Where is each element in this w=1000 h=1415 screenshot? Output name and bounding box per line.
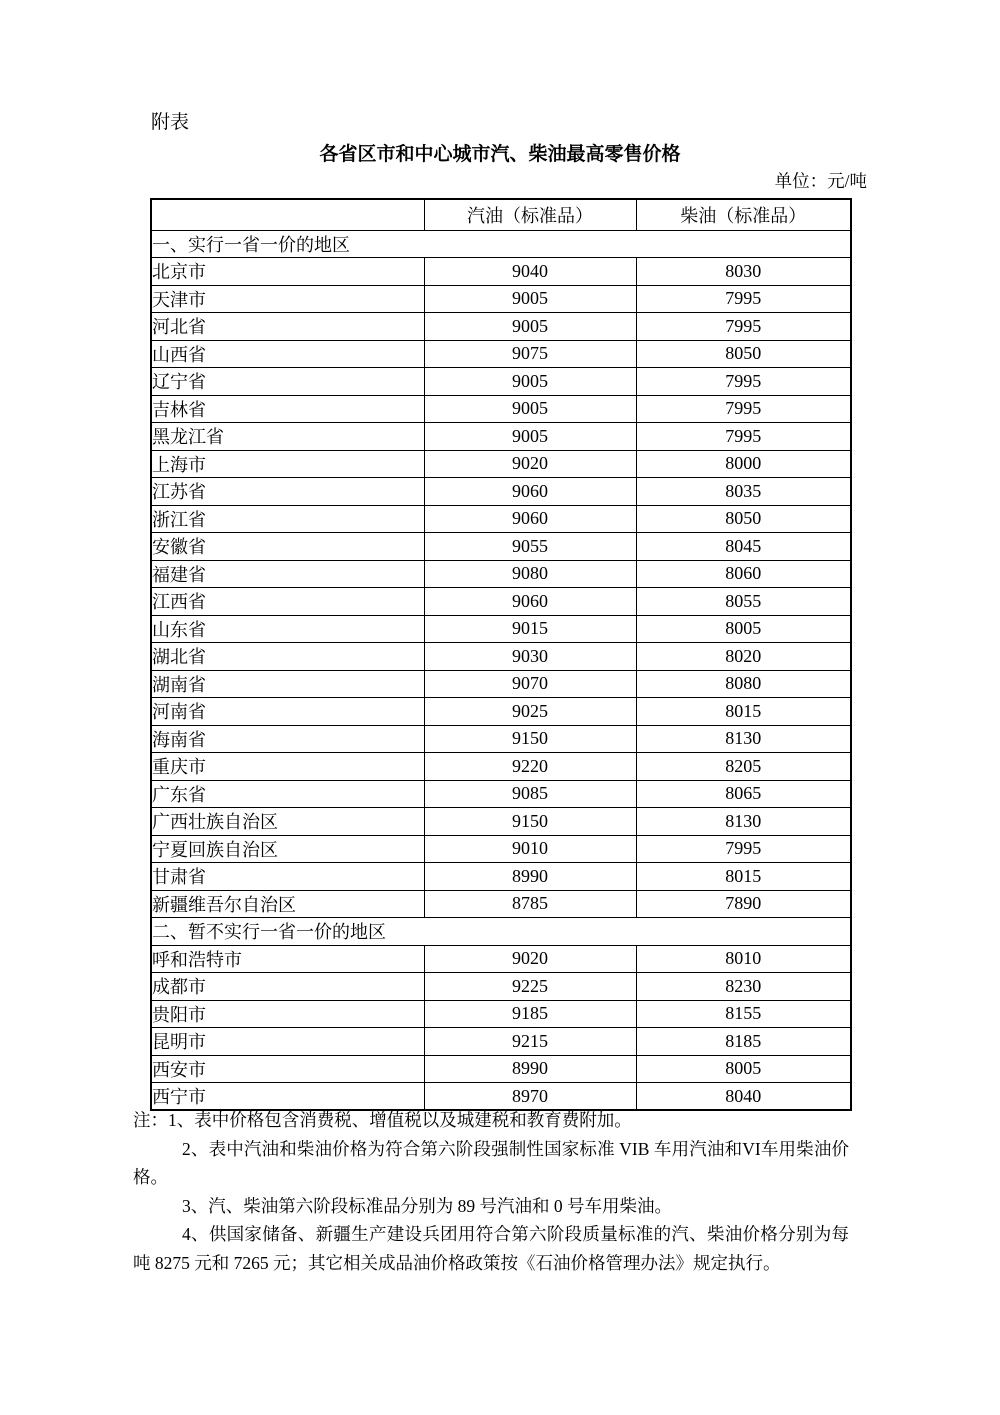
gasoline-price-cell: 8990 — [424, 863, 636, 891]
diesel-price-cell: 8130 — [636, 808, 851, 836]
gasoline-price-cell: 9030 — [424, 643, 636, 671]
gasoline-price-cell: 9150 — [424, 725, 636, 753]
table-row — [151, 615, 851, 643]
gasoline-price-cell: 9015 — [424, 615, 636, 643]
table-row — [151, 533, 851, 561]
price-table — [150, 198, 852, 1111]
section-header-row — [151, 230, 851, 258]
diesel-price-cell: 8045 — [636, 533, 851, 561]
region-cell: 辽宁省 — [151, 368, 424, 396]
document-title: 各省区市和中心城市汽、柴油最高零售价格 — [319, 144, 681, 165]
diesel-price-cell: 8020 — [636, 643, 851, 671]
diesel-price-cell: 8040 — [636, 1083, 851, 1111]
gasoline-price-cell: 9005 — [424, 285, 636, 313]
gasoline-price-cell: 8990 — [424, 1055, 636, 1083]
diesel-price-cell: 8000 — [636, 450, 851, 478]
gasoline-price-cell: 9040 — [424, 258, 636, 286]
table-row — [151, 1055, 851, 1083]
table-row — [151, 258, 851, 286]
table-row — [151, 808, 851, 836]
gasoline-price-cell: 9005 — [424, 313, 636, 341]
region-cell: 北京市 — [151, 258, 424, 286]
gasoline-price-cell: 9080 — [424, 560, 636, 588]
region-cell: 西安市 — [151, 1055, 424, 1083]
gasoline-price-cell: 9225 — [424, 973, 636, 1001]
header-region-cell — [151, 199, 424, 230]
diesel-price-cell: 8080 — [636, 670, 851, 698]
gasoline-price-cell: 9060 — [424, 505, 636, 533]
table-row — [151, 560, 851, 588]
table-row — [151, 973, 851, 1001]
gasoline-price-cell: 9020 — [424, 945, 636, 973]
table-row — [151, 313, 851, 341]
table-row — [151, 423, 851, 451]
section-header-cell: 一、实行一省一价的地区 — [151, 230, 851, 258]
gasoline-price-cell: 8785 — [424, 890, 636, 918]
table-row — [151, 285, 851, 313]
diesel-price-cell: 8130 — [636, 725, 851, 753]
diesel-price-cell: 8205 — [636, 753, 851, 781]
diesel-price-cell: 8230 — [636, 973, 851, 1001]
region-cell: 成都市 — [151, 973, 424, 1001]
region-cell: 山东省 — [151, 615, 424, 643]
diesel-price-cell: 8050 — [636, 340, 851, 368]
table-row — [151, 670, 851, 698]
table-row — [151, 1000, 851, 1028]
header-gasoline-cell: 汽油（标准品） — [424, 199, 636, 230]
region-cell: 福建省 — [151, 560, 424, 588]
table-row — [151, 478, 851, 506]
gasoline-price-cell: 9055 — [424, 533, 636, 561]
table-row — [151, 890, 851, 918]
diesel-price-cell: 7995 — [636, 423, 851, 451]
diesel-price-cell: 8055 — [636, 588, 851, 616]
unit-label: 单位：元/吨 — [774, 171, 867, 191]
region-cell: 昆明市 — [151, 1028, 424, 1056]
table-row — [151, 1028, 851, 1056]
region-cell: 江西省 — [151, 588, 424, 616]
gasoline-price-cell: 9150 — [424, 808, 636, 836]
diesel-price-cell: 8065 — [636, 780, 851, 808]
gasoline-price-cell: 9005 — [424, 423, 636, 451]
region-cell: 海南省 — [151, 725, 424, 753]
region-cell: 天津市 — [151, 285, 424, 313]
diesel-price-cell: 8015 — [636, 863, 851, 891]
region-cell: 宁夏回族自治区 — [151, 835, 424, 863]
section-header-cell: 二、暂不实行一省一价的地区 — [151, 918, 851, 946]
diesel-price-cell: 8060 — [636, 560, 851, 588]
notes-block — [133, 1106, 849, 1278]
region-cell: 呼和浩特市 — [151, 945, 424, 973]
table-row — [151, 395, 851, 423]
diesel-price-cell: 7890 — [636, 890, 851, 918]
region-cell: 河北省 — [151, 313, 424, 341]
gasoline-price-cell: 9085 — [424, 780, 636, 808]
region-cell: 甘肃省 — [151, 863, 424, 891]
diesel-price-cell: 8035 — [636, 478, 851, 506]
region-cell: 山西省 — [151, 340, 424, 368]
region-cell: 黑龙江省 — [151, 423, 424, 451]
gasoline-price-cell: 9185 — [424, 1000, 636, 1028]
region-cell: 上海市 — [151, 450, 424, 478]
gasoline-price-cell: 9220 — [424, 753, 636, 781]
attachment-label: 附表 — [151, 112, 190, 133]
region-cell: 湖南省 — [151, 670, 424, 698]
table-row — [151, 725, 851, 753]
gasoline-price-cell: 9060 — [424, 478, 636, 506]
table-body — [151, 230, 851, 1110]
gasoline-price-cell: 9010 — [424, 835, 636, 863]
gasoline-price-cell: 9005 — [424, 395, 636, 423]
note-2: 2、表中汽油和柴油价格为符合第六阶段强制性国家标准 VIB 车用汽油和VI车用柴油价格。 — [133, 1138, 849, 1188]
region-cell: 江苏省 — [151, 478, 424, 506]
section-header-row — [151, 918, 851, 946]
region-cell: 吉林省 — [151, 395, 424, 423]
gasoline-price-cell: 9025 — [424, 698, 636, 726]
table-header-row — [151, 199, 851, 230]
gasoline-price-cell: 9060 — [424, 588, 636, 616]
region-cell: 新疆维吾尔自治区 — [151, 890, 424, 918]
table-row — [151, 753, 851, 781]
gasoline-price-cell: 9075 — [424, 340, 636, 368]
diesel-price-cell: 8010 — [636, 945, 851, 973]
gasoline-price-cell: 9070 — [424, 670, 636, 698]
gasoline-price-cell: 9215 — [424, 1028, 636, 1056]
region-cell: 西宁市 — [151, 1083, 424, 1111]
table-row — [151, 505, 851, 533]
table-row — [151, 340, 851, 368]
table-row — [151, 945, 851, 973]
gasoline-price-cell: 9020 — [424, 450, 636, 478]
table-row — [151, 450, 851, 478]
diesel-price-cell: 7995 — [636, 395, 851, 423]
diesel-price-cell: 8155 — [636, 1000, 851, 1028]
diesel-price-cell: 7995 — [636, 285, 851, 313]
region-cell: 安徽省 — [151, 533, 424, 561]
table-row — [151, 643, 851, 671]
table-row — [151, 835, 851, 863]
gasoline-price-cell: 9005 — [424, 368, 636, 396]
region-cell: 广东省 — [151, 780, 424, 808]
diesel-price-cell: 8015 — [636, 698, 851, 726]
table-row — [151, 368, 851, 396]
region-cell: 广西壮族自治区 — [151, 808, 424, 836]
region-cell: 贵阳市 — [151, 1000, 424, 1028]
gasoline-price-cell: 8970 — [424, 1083, 636, 1111]
region-cell: 浙江省 — [151, 505, 424, 533]
diesel-price-cell: 7995 — [636, 835, 851, 863]
header-diesel-cell: 柴油（标准品） — [636, 199, 851, 230]
diesel-price-cell: 8005 — [636, 615, 851, 643]
diesel-price-cell: 8050 — [636, 505, 851, 533]
diesel-price-cell: 8185 — [636, 1028, 851, 1056]
table-row — [151, 780, 851, 808]
region-cell: 河南省 — [151, 698, 424, 726]
note-4: 4、供国家储备、新疆生产建设兵团用符合第六阶段质量标准的汽、柴油价格分别为每吨 8275 元和 7265 元；其它相关成品油价格政策按《石油价格管理办法》规定执行。 — [133, 1224, 849, 1273]
note-1: 注：1、表中价格包含消费税、增值税以及城建税和教育费附加。 — [133, 1110, 632, 1130]
diesel-price-cell: 7995 — [636, 313, 851, 341]
diesel-price-cell: 8005 — [636, 1055, 851, 1083]
note-3: 3、汽、柴油第六阶段标准品分别为 89 号汽油和 0 号车用柴油。 — [182, 1195, 672, 1216]
region-cell: 重庆市 — [151, 753, 424, 781]
table-row — [151, 588, 851, 616]
region-cell: 湖北省 — [151, 643, 424, 671]
table-row — [151, 698, 851, 726]
diesel-price-cell: 8030 — [636, 258, 851, 286]
diesel-price-cell: 7995 — [636, 368, 851, 396]
table-row — [151, 863, 851, 891]
